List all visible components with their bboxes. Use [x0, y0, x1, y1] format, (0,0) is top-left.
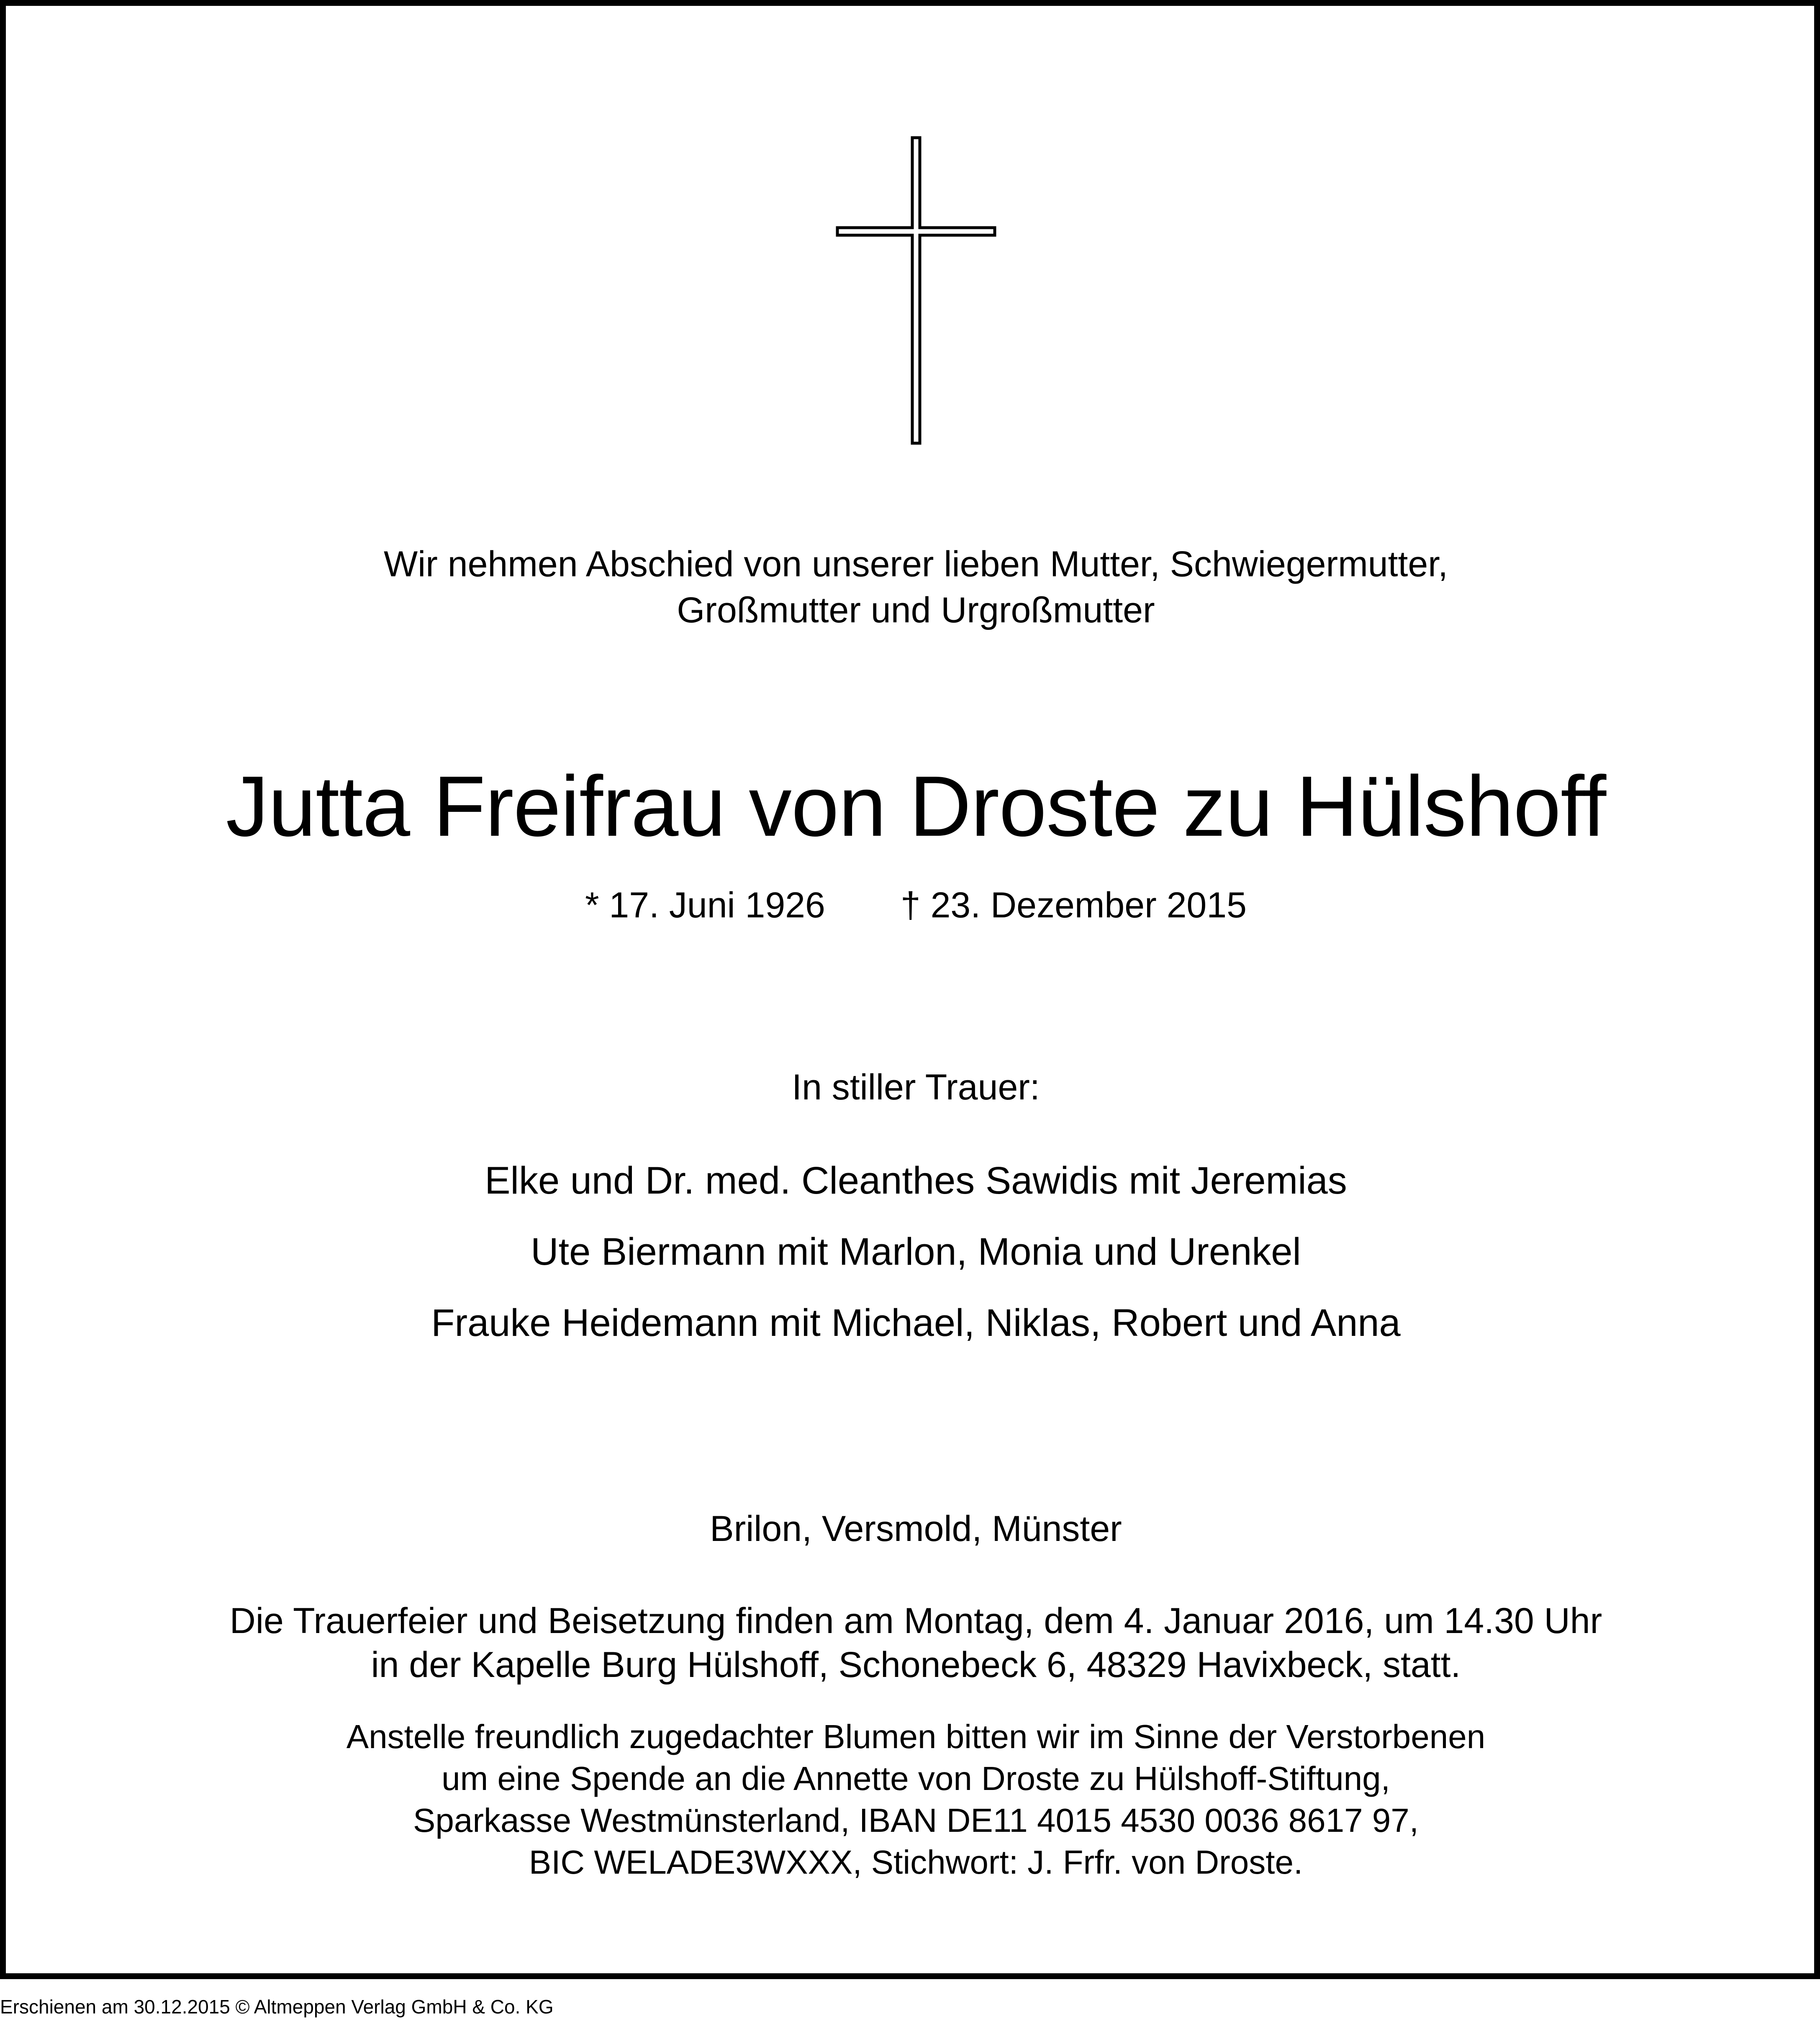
mourner-line: Frauke Heidemann mit Michael, Niklas, Robert und Anna [431, 1302, 1401, 1344]
intro-line-2: Großmutter und Urgroßmutter [677, 590, 1155, 630]
mourner-line: Elke und Dr. med. Cleanthes Sawidis mit Jeremias [485, 1159, 1347, 1202]
life-dates [6, 885, 1820, 926]
death-date: † 23. Dezember 2015 [900, 885, 1247, 925]
donation-line: Sparkasse Westmünsterland, IBAN DE11 4015 4530 0036 8617 97, [413, 1802, 1419, 1839]
deceased-name: Jutta Freifrau von Droste zu Hülshoff [226, 758, 1606, 854]
mourner-line: Ute Biermann mit Marlon, Monia und Urenkel [531, 1230, 1301, 1273]
donation-line: Anstelle freundlich zugedachter Blumen bitten wir im Sinne der Verstorbenen [346, 1718, 1486, 1755]
donation-line: BIC WELADE3WXXX, Stichwort: J. Frfr. von Droste. [529, 1844, 1303, 1881]
publication-footer: Erschienen am 30.12.2015 © Altmeppen Verlag GmbH & Co. KG [0, 1996, 554, 2018]
birth-date: * 17. Juni 1926 [585, 885, 825, 925]
places: Brilon, Versmold, Münster [710, 1509, 1122, 1549]
donation-line: um eine Spende an die Annette von Droste zu Hülshoff-Stiftung, [442, 1760, 1390, 1797]
ceremony-line-2: in der Kapelle Burg Hülshoff, Schonebeck 6, 48329 Havixbeck, statt. [371, 1645, 1461, 1685]
cross-icon [832, 136, 1000, 445]
ceremony-line-1: Die Trauerfeier und Beisetzung finden am Montag, dem 4. Januar 2016, um 14.30 Uhr [229, 1601, 1602, 1641]
mourners-heading: In stiller Trauer: [792, 1067, 1040, 1107]
intro-line-1: Wir nehmen Abschied von unserer lieben Mutter, Schwiegermutter, [383, 544, 1448, 584]
